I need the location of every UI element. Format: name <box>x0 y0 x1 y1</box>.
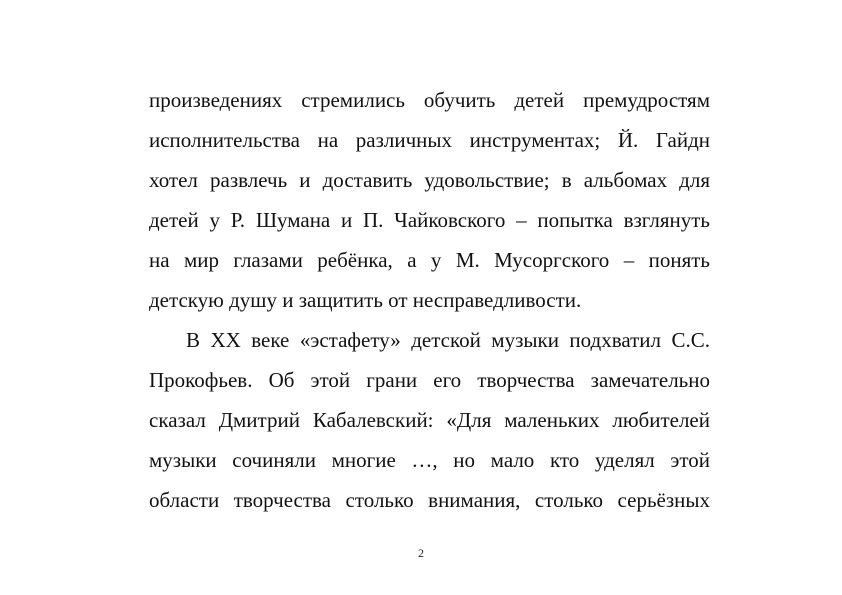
page-number: 2 <box>418 546 424 560</box>
body-text <box>149 80 710 520</box>
paragraph-1 <box>149 80 710 320</box>
text-line: детскую душу и защитить от несправедливости. <box>149 288 582 312</box>
text-line: В XX веке «эстафету» детской музыки подхватил С.С. <box>186 328 710 352</box>
text-line: области творчества столько внимания, столько серьёзных <box>149 488 710 512</box>
text-line: хотел развлечь и доставить удовольствие; в альбомах для <box>149 168 710 192</box>
text-line: музыки сочиняли многие …, но мало кто уделял этой <box>149 448 710 472</box>
text-line: сказал Дмитрий Кабалевский: «Для маленьких любителей <box>149 408 710 432</box>
text-line: произведениях стремились обучить детей премудростям <box>149 88 710 112</box>
text-line: детей у Р. Шумана и П. Чайковского – попытка взглянуть <box>149 208 710 232</box>
paragraph-2 <box>149 320 710 520</box>
text-line: на мир глазами ребёнка, а у М. Мусоргского – понять <box>149 248 710 272</box>
text-line: исполнительства на различных инструментах; Й. Гайдн <box>149 128 710 152</box>
text-line: Прокофьев. Об этой грани его творчества замечательно <box>149 368 710 392</box>
